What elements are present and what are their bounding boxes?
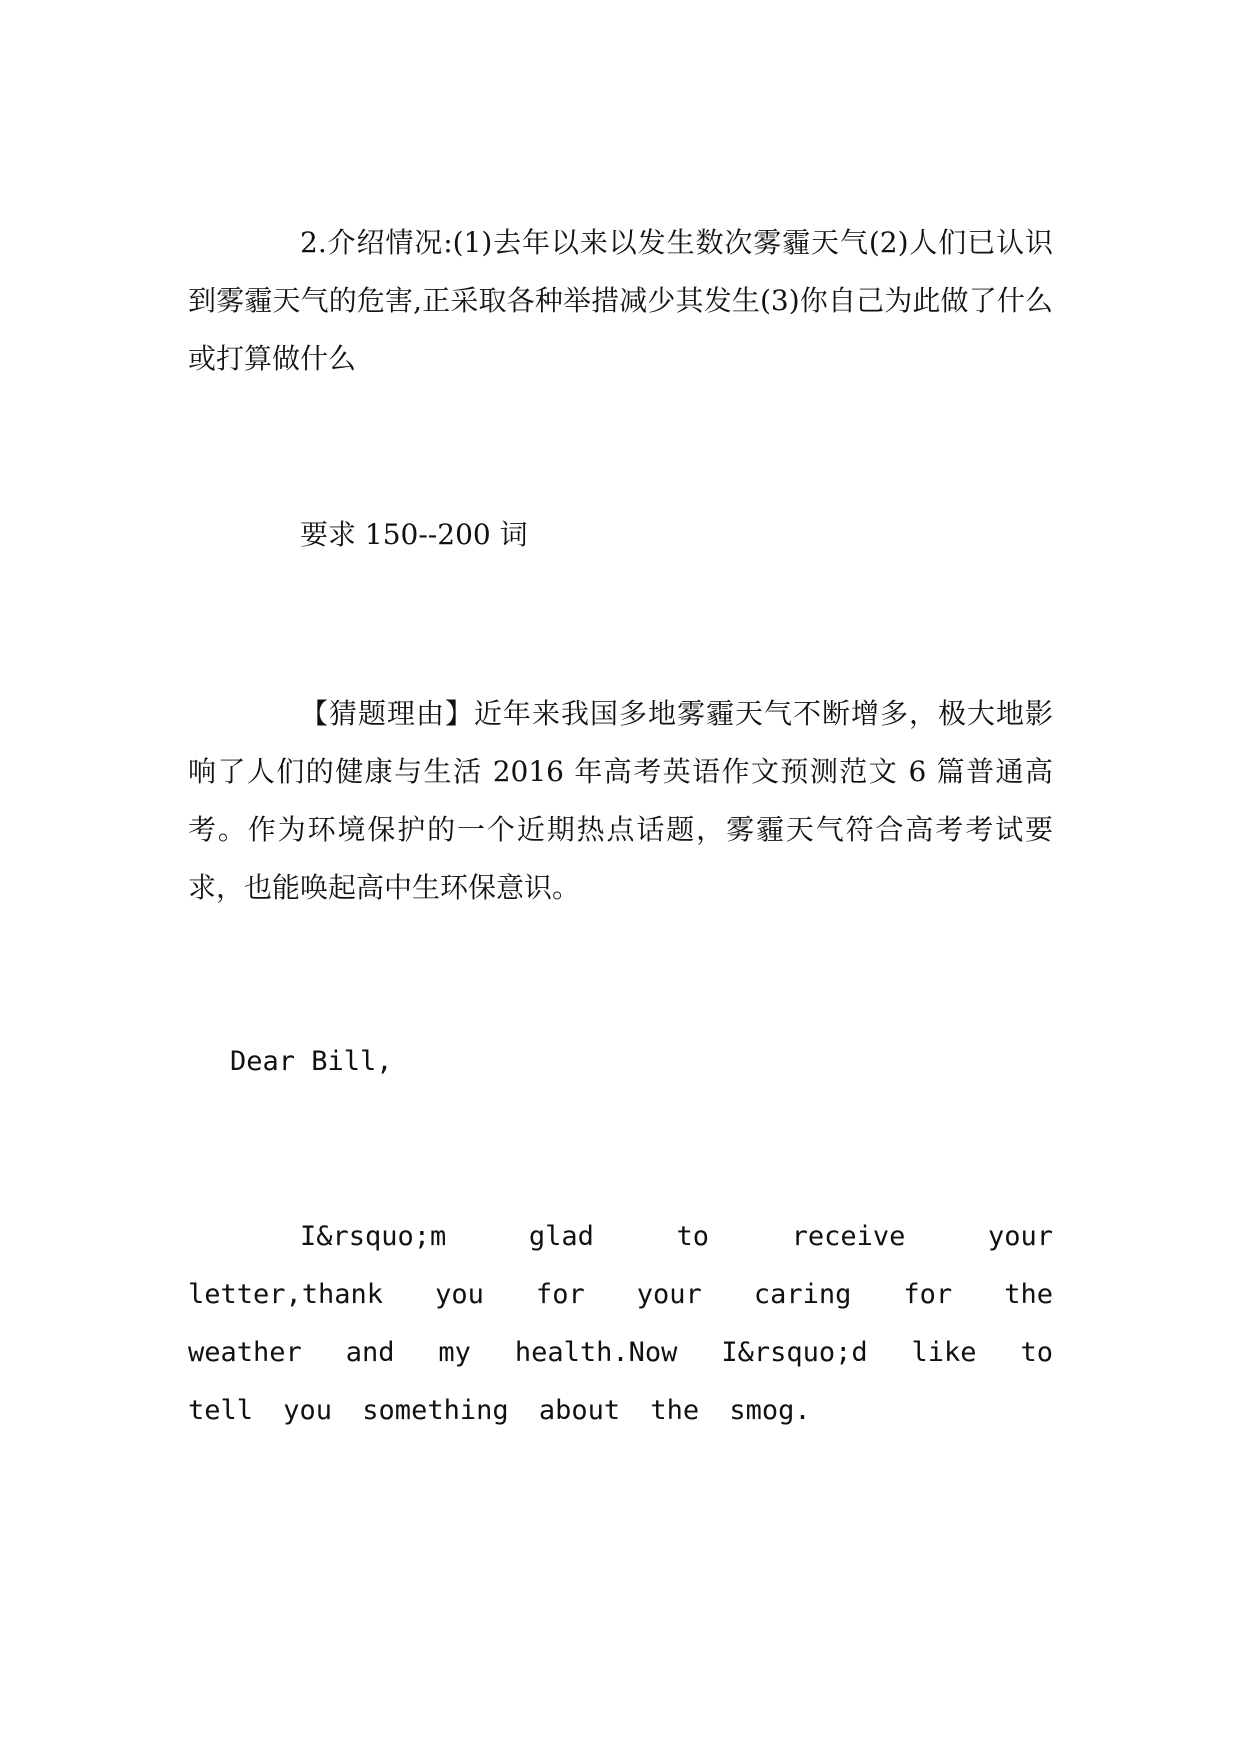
guess-reason-paragraph: 【猜题理由】近年来我国多地雾霾天气不断增多，极大地影响了人们的健康与生活 2016 年高考英语作文预测范文 6 篇普通高考。作为环境保护的一个近期热点话题，雾霾天气符合高考考试要求，也能唤起高中生环保意识。 <box>188 697 1053 904</box>
letter-salutation: Dear Bill, <box>230 1046 393 1077</box>
instruction-item-2: 2.介绍情况:(1)去年以来以发生数次雾霾天气(2)人们已认识到雾霾天气的危害,正采取各种举措减少其发生(3)你自己为此做了什么或打算做什么 <box>188 226 1053 375</box>
letter-body-paragraph: I&rsquo;m glad to receive your letter,thank you for your caring for the weather and my health.Now I&rsquo;d like to tell you something about the smog. <box>188 1221 1053 1426</box>
word-count-requirement: 要求 150--200 词 <box>300 518 528 551</box>
